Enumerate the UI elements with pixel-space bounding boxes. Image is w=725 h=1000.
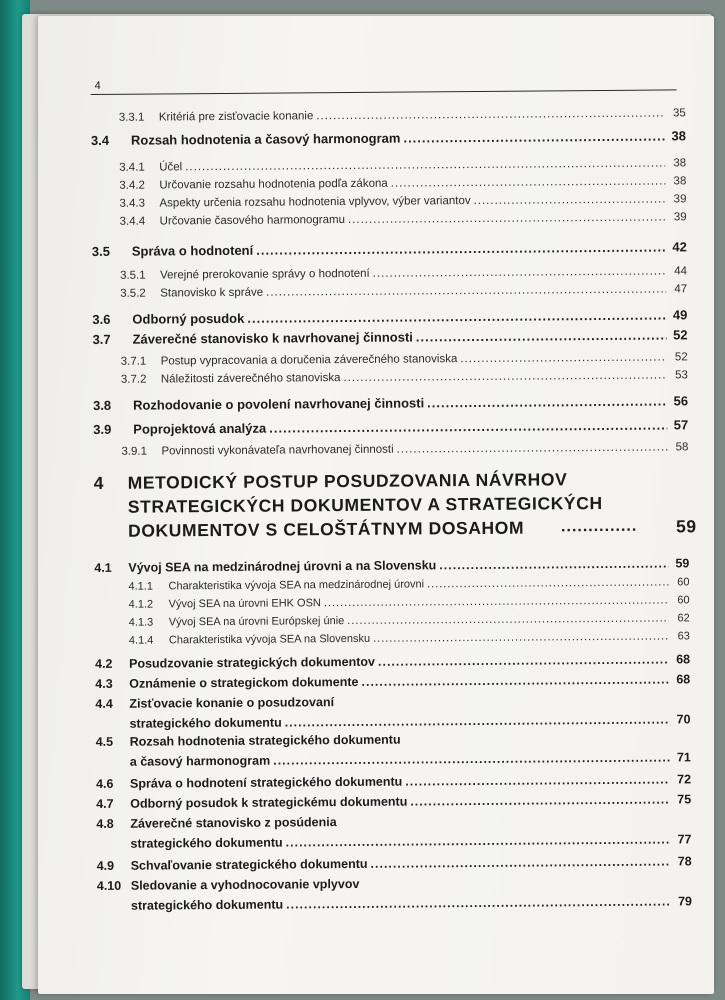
chapter-title-line-1: METODICKÝ POSTUP POSUDZOVANIA NÁVRHOV — [127, 469, 568, 493]
toc-entry-number: 3.4.4 — [119, 215, 146, 228]
toc-entry-second-line — [130, 750, 691, 768]
toc-entry — [95, 594, 690, 611]
toc-entry — [91, 107, 686, 124]
toc-entry-number: 3.7 — [92, 331, 111, 347]
toc-entry-title: Poprojektová analýza — [133, 420, 267, 437]
toc-entry-title: Vývoj SEA na úrovni Európskej únie — [168, 615, 345, 629]
toc-entry-number: 3.3.1 — [118, 111, 145, 124]
toc-entry-page: 60 — [677, 576, 690, 589]
leader-dots — [348, 211, 666, 225]
toc-entry — [95, 630, 690, 647]
toc-entry — [94, 576, 689, 593]
toc-entry — [92, 327, 687, 347]
leader-dots — [403, 128, 665, 145]
toc-entry — [95, 612, 690, 629]
toc-entry — [95, 672, 690, 691]
toc-entry-page: 38 — [673, 157, 687, 170]
toc-entry — [92, 265, 687, 282]
toc-entry-page: 56 — [673, 393, 689, 409]
toc-entry-page: 75 — [677, 792, 692, 807]
toc-entry-page: 52 — [672, 327, 688, 343]
leader-dots — [269, 417, 667, 435]
toc-entry-title: Zisťovacie konanie o posudzovaní — [129, 695, 335, 711]
toc-entry-page: 38 — [671, 128, 687, 144]
toc-entry — [93, 441, 688, 458]
leader-dots — [373, 265, 666, 279]
toc-entry-title: Stanovisko k správe — [160, 286, 264, 300]
toc-entry-title-cont: a časový harmonogram — [129, 753, 271, 769]
toc-entry-title: Záverečné stanovisko k navrhovanej činnosti — [132, 329, 413, 347]
toc-entry — [93, 417, 688, 437]
toc-entry — [91, 128, 686, 148]
toc-entry — [93, 351, 688, 368]
toc-entry-page: 60 — [677, 594, 690, 607]
toc-entry-page: 39 — [673, 211, 687, 224]
toc-entry-title: Správa o hodnotení — [131, 242, 254, 259]
toc-entry-number: 3.5 — [91, 243, 110, 259]
leader-dots — [427, 393, 667, 410]
toc-entry — [91, 157, 686, 174]
leader-dots — [410, 792, 670, 808]
toc-entry-title: Určovanie rozsahu hodnotenia podľa zákona — [159, 177, 388, 192]
toc-entry-title: Vývoj SEA na úrovni EHK OSN — [168, 597, 321, 611]
toc-entry-number: 4.6 — [95, 776, 114, 791]
leader-dots — [391, 175, 666, 189]
toc-entry-title: Oznámenie o strategickom dokumente — [129, 674, 359, 691]
toc-entry — [91, 175, 686, 192]
toc-entry-number: 4.2 — [95, 656, 113, 671]
toc-entry-number: 4.7 — [96, 796, 114, 811]
leader-dots — [439, 556, 668, 572]
toc-entry-number: 3.7.1 — [120, 355, 147, 368]
leader-dots — [273, 750, 670, 767]
toc-entry-number: 3.4.2 — [119, 179, 145, 192]
toc-entry-title: Verejné prerokovanie správy o hodnotení — [159, 267, 370, 282]
toc-entry-page: 38 — [673, 175, 687, 188]
toc-entry-page: 44 — [674, 265, 688, 278]
toc-entry-first-line — [97, 877, 360, 893]
header-rule — [91, 89, 677, 95]
toc-entry — [95, 652, 690, 671]
toc-entry-page: 35 — [672, 107, 686, 120]
toc-entry-page: 49 — [672, 307, 688, 323]
toc-entry-number: 4.1.3 — [128, 616, 154, 629]
leader-dots — [247, 307, 666, 325]
leader-dots — [397, 441, 668, 455]
leader-dots — [285, 712, 670, 729]
book-page — [38, 16, 714, 994]
chapter-4-title — [93, 466, 697, 541]
toc-entry-title: Odborný posudok k strategickému dokumentu — [130, 794, 408, 811]
leader-dots — [460, 351, 666, 365]
toc-entry-number: 4.4 — [95, 696, 113, 711]
toc-entry — [93, 369, 688, 386]
toc-entry-number: 4.1.1 — [128, 580, 153, 593]
toc-entry-page: 62 — [677, 612, 690, 625]
toc-entry-number: 3.8 — [93, 397, 112, 413]
leader-dots — [316, 107, 665, 122]
chapter-leader-dots: .............. — [560, 517, 638, 536]
leader-dots — [266, 283, 666, 298]
toc-entry — [92, 307, 687, 327]
leader-dots — [373, 630, 669, 644]
toc-entry — [93, 393, 688, 413]
toc-entry — [94, 556, 689, 575]
toc-entry-page: 58 — [675, 441, 689, 454]
toc-entry-number: 3.4 — [90, 132, 110, 148]
toc-entry-number: 4.3 — [95, 676, 113, 691]
toc-entry-page: 42 — [672, 239, 687, 255]
toc-entry-title: Posudzovanie strategických dokumentov — [129, 654, 376, 671]
leader-dots — [416, 327, 667, 344]
toc-entry — [92, 283, 687, 300]
toc-entry — [96, 772, 691, 791]
table-of-contents — [90, 16, 708, 994]
leader-dots — [405, 772, 670, 788]
toc-entry-title: Kritériá pre zisťovacie konanie — [158, 110, 314, 124]
toc-entry — [96, 792, 691, 811]
toc-entry — [92, 211, 687, 228]
toc-entry-number: 3.9 — [93, 421, 112, 437]
toc-entry-title-cont: strategického dokumentu — [130, 835, 283, 851]
toc-entry-number: 4.1 — [94, 560, 112, 575]
leader-dots — [343, 369, 666, 384]
toc-entry-page: 59 — [675, 556, 690, 571]
toc-entry-number: 4.1.2 — [128, 598, 154, 611]
toc-entry-title: Záverečné stanovisko z posúdenia — [130, 815, 337, 831]
toc-entry-title-cont: strategického dokumentu — [130, 897, 284, 913]
leader-dots — [361, 672, 669, 688]
toc-entry-number: 3.4.1 — [119, 161, 145, 174]
leader-dots — [378, 652, 669, 668]
leader-dots — [347, 612, 669, 627]
toc-entry-first-line — [95, 695, 334, 711]
toc-entry-number: 3.5.1 — [119, 269, 146, 282]
chapter-number: 4 — [93, 472, 105, 493]
toc-entry-page: 77 — [677, 832, 692, 847]
toc-entry-page: 39 — [673, 193, 687, 206]
toc-entry-title: Povinnosti vykonávateľa navrhovanej činnosti — [161, 443, 394, 458]
toc-entry-number: 4.9 — [96, 858, 115, 873]
chapter-title-line-3: DOKUMENTOV S CELOŠTÁTNYM DOSAHOM — [127, 517, 525, 541]
toc-entry — [91, 193, 686, 210]
toc-entry-page: 63 — [677, 630, 690, 643]
toc-entry-number: 4.10 — [96, 878, 122, 893]
leader-dots — [370, 854, 670, 870]
toc-entry-title: Charakteristika vývoja SEA na Slovensku — [168, 632, 371, 647]
toc-entry-number: 3.9.1 — [121, 445, 148, 458]
toc-entry-page: 52 — [674, 351, 688, 364]
toc-entry — [92, 239, 687, 259]
toc-entry-second-line — [130, 712, 691, 730]
toc-entry-page: 79 — [678, 894, 693, 909]
toc-entry-second-line — [130, 832, 691, 850]
toc-entry-title: Charakteristika vývoja SEA na medzinárodnej úrovni — [168, 578, 425, 593]
toc-entry-first-line — [96, 815, 336, 831]
toc-entry-page: 68 — [676, 652, 691, 667]
toc-entry-title: Účel — [159, 161, 183, 174]
toc-entry-first-line — [96, 733, 401, 749]
toc-entry-number: 3.7.2 — [120, 373, 147, 386]
toc-entry-second-line — [131, 894, 692, 912]
toc-entry-title: Správa o hodnotení strategického dokumentu — [129, 774, 403, 791]
toc-entry-title: Rozsah hodnotenia a časový harmonogram — [130, 130, 401, 148]
toc-entry-page: 53 — [674, 369, 688, 382]
toc-entry-page: 72 — [677, 772, 692, 787]
toc-entry-title: Náležitosti záverečného stanoviska — [160, 372, 341, 386]
toc-entry-page: 70 — [676, 712, 691, 727]
toc-entry-page: 47 — [674, 283, 688, 296]
toc-entry-title: Schvaľovanie strategického dokumentu — [130, 856, 368, 873]
leader-dots — [474, 193, 666, 207]
leader-dots — [256, 239, 666, 257]
leader-dots — [324, 594, 669, 609]
leader-dots — [427, 576, 669, 590]
toc-entry-number: 4.1.4 — [128, 634, 154, 647]
toc-entry-title: Sledovanie a vyhodnocovanie vplyvov — [130, 876, 360, 893]
toc-entry-title: Odborný posudok — [132, 310, 245, 327]
toc-entry-title: Aspekty určenia rozsahu hodnotenia vplyvov, výber variantov — [159, 195, 471, 210]
toc-entry-title: Určovanie časového harmonogramu — [159, 214, 346, 228]
toc-entry-page: 78 — [677, 854, 692, 869]
leader-dots — [286, 832, 671, 849]
toc-entry-title: Rozhodovanie o povolení navrhovanej činnosti — [132, 395, 425, 413]
toc-entry-page: 71 — [676, 750, 691, 765]
toc-entry-title: Postup vypracovania a doručenia záverečného stanoviska — [160, 353, 458, 368]
toc-entry-page: 57 — [673, 417, 689, 433]
toc-entry-number: 4.5 — [95, 734, 114, 749]
toc-entry — [97, 854, 692, 873]
chapter-page: 59 — [675, 516, 697, 537]
toc-entry-number: 4.8 — [96, 816, 114, 831]
toc-entry-title: Rozsah hodnotenia strategického dokumentu — [129, 732, 401, 749]
toc-entry-page: 68 — [676, 672, 691, 687]
chapter-title-line-2: STRATEGICKÝCH DOKUMENTOV A STRATEGICKÝCH — [127, 492, 603, 517]
toc-entry-title: Vývoj SEA na medzinárodnej úrovni a na Slovensku — [128, 558, 437, 575]
leader-dots — [185, 157, 665, 173]
toc-entry-number: 3.4.3 — [119, 197, 146, 210]
toc-entry-number: 3.5.2 — [120, 287, 146, 300]
leader-dots — [286, 894, 671, 911]
toc-entry-number: 3.6 — [92, 311, 111, 327]
page-number: 4 — [94, 79, 101, 92]
toc-entry-title-cont: strategického dokumentu — [129, 715, 282, 731]
